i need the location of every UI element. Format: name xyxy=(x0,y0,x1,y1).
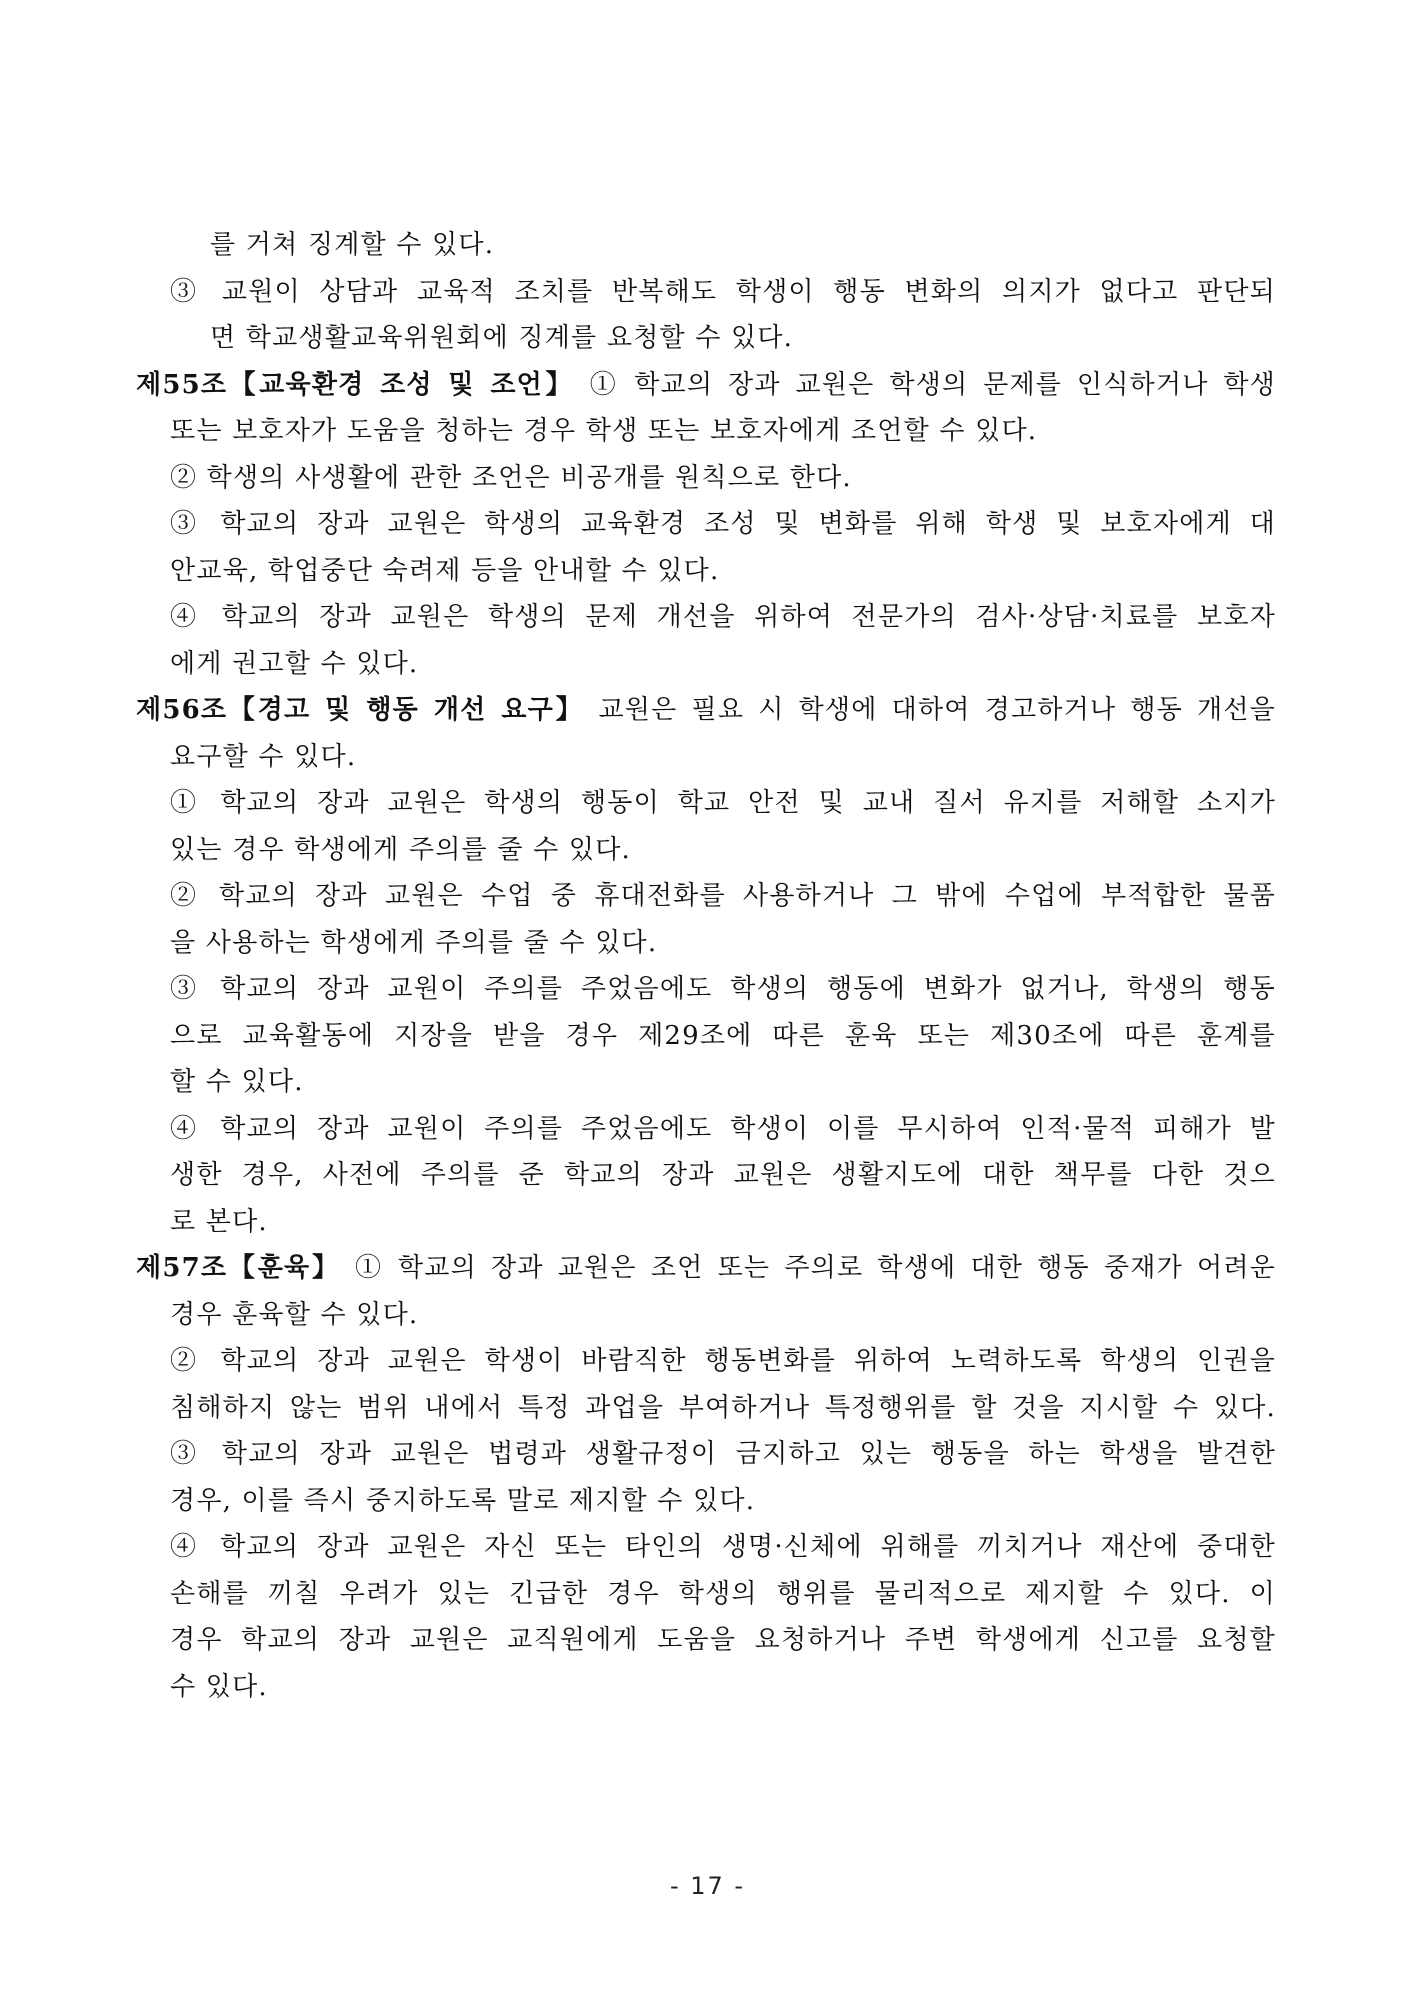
clause-line xyxy=(136,780,1276,827)
line-text: 로 본다. xyxy=(170,1206,268,1237)
line-text: 경우, 이를 즉시 중지하도록 말로 제지할 수 있다. xyxy=(170,1485,756,1516)
text-line xyxy=(136,920,1276,967)
line-text: ① 학교의 장과 교원은 학생의 문제를 인식하거나 학생 xyxy=(589,369,1276,400)
text-line xyxy=(136,222,1276,269)
line-text: ③ 학교의 장과 교원은 학생의 교육환경 조성 및 변화를 위해 학생 및 보호자에게 대 xyxy=(170,509,1276,539)
clause-line xyxy=(136,1106,1276,1153)
line-text: 요구할 수 있다. xyxy=(170,741,357,772)
line-text: ② 학생의 사생활에 관한 조언은 비공개를 원칙으로 한다. xyxy=(170,462,852,493)
clause-line xyxy=(136,1431,1276,1478)
line-text: 손해를 끼칠 우려가 있는 긴급한 경우 학생의 행위를 물리적으로 제지할 수 있다. 이 xyxy=(170,1578,1276,1609)
line-text: ③ 교원이 상담과 교육적 조치를 반복해도 학생이 행동 변화의 의지가 없다고 판단되 xyxy=(170,276,1276,307)
line-text: ③ 학교의 장과 교원은 법령과 생활규정이 금지하고 있는 행동을 하는 학생을 발견한 xyxy=(170,1439,1276,1469)
line-text: 교원은 필요 시 학생에 대하여 경고하거나 행동 개선을 xyxy=(598,695,1276,725)
line-text: ④ 학교의 장과 교원이 주의를 주었음에도 학생이 이를 무시하여 인적·물적 피해가 발 xyxy=(170,1113,1276,1144)
line-text: 침해하지 않는 범위 내에서 특정 과업을 부여하거나 특정행위를 할 것을 지시할 수 있다. xyxy=(170,1392,1276,1423)
article-57-title: 제57조【훈육】 xyxy=(136,1253,341,1283)
text-line xyxy=(136,1571,1276,1618)
line-text: 또는 보호자가 도움을 청하는 경우 학생 또는 보호자에게 조언할 수 있다. xyxy=(170,416,1038,446)
text-line xyxy=(136,1199,1276,1246)
text-line xyxy=(136,548,1276,595)
line-text: 경우 훈육할 수 있다. xyxy=(170,1299,419,1330)
line-text: ① 학교의 장과 교원은 학생의 행동이 학교 안전 및 교내 질서 유지를 저해할 소지가 xyxy=(170,788,1276,818)
page-number: - 17 - xyxy=(669,1872,746,1900)
text-line xyxy=(136,1478,1276,1525)
text-line xyxy=(136,734,1276,781)
line-text: 생한 경우, 사전에 주의를 준 학교의 장과 교원은 생활지도에 대한 책무를 다한 것으 xyxy=(170,1160,1276,1190)
line-text: 에게 권고할 수 있다. xyxy=(170,648,419,679)
clause-line xyxy=(136,594,1276,641)
text-line xyxy=(136,641,1276,688)
clause-line xyxy=(136,873,1276,920)
text-line xyxy=(136,1059,1276,1106)
text-line xyxy=(136,1292,1276,1339)
text-line xyxy=(136,1152,1276,1199)
line-text: ④ 학교의 장과 교원은 학생의 문제 개선을 위하여 전문가의 검사·상담·치료를 보호자 xyxy=(170,602,1276,632)
line-text: ④ 학교의 장과 교원은 자신 또는 타인의 생명·신체에 위해를 끼치거나 재산에 중대한 xyxy=(170,1532,1276,1562)
line-text: ③ 학교의 장과 교원이 주의를 주었음에도 학생의 행동에 변화가 없거나, 학생의 행동 xyxy=(170,974,1276,1004)
clause-line xyxy=(136,269,1276,316)
line-text: 수 있다. xyxy=(170,1671,268,1702)
text-line xyxy=(136,1664,1276,1711)
article-55-heading-line xyxy=(136,362,1276,409)
article-56-title: 제56조【경고 및 행동 개선 요구】 xyxy=(136,695,585,725)
line-text: 으로 교육활동에 지장을 받을 경우 제29조에 따른 훈육 또는 제30조에 따른 훈계를 xyxy=(170,1020,1276,1051)
line-text: 경우 학교의 장과 교원은 교직원에게 도움을 요청하거나 주변 학생에게 신고를 요청할 xyxy=(170,1625,1276,1655)
text-line xyxy=(136,1013,1276,1060)
line-text: 면 학교생활교육위원회에 징계를 요청할 수 있다. xyxy=(210,323,794,353)
article-55-title: 제55조【교육환경 조성 및 조언】 xyxy=(136,369,575,400)
clause-line xyxy=(136,1338,1276,1385)
line-text: 안교육, 학업중단 숙려제 등을 안내할 수 있다. xyxy=(170,555,720,586)
article-56-heading-line xyxy=(136,687,1276,734)
clause-line xyxy=(136,966,1276,1013)
text-line xyxy=(136,315,1276,362)
line-text: 를 거쳐 징계할 수 있다. xyxy=(210,230,495,260)
page-body xyxy=(136,222,1276,1710)
text-line xyxy=(136,408,1276,455)
text-line xyxy=(136,1385,1276,1432)
text-line xyxy=(136,1617,1276,1664)
line-text: 할 수 있다. xyxy=(170,1067,304,1097)
text-line xyxy=(136,827,1276,874)
line-text: ① 학교의 장과 교원은 조언 또는 주의로 학생에 대한 행동 중재가 어려운 xyxy=(355,1253,1277,1283)
clause-line xyxy=(136,1524,1276,1571)
line-text: 있는 경우 학생에게 주의를 줄 수 있다. xyxy=(170,834,631,865)
line-text: ② 학교의 장과 교원은 학생이 바람직한 행동변화를 위하여 노력하도록 학생의 인권을 xyxy=(170,1346,1276,1376)
clause-line xyxy=(136,455,1276,502)
line-text: 을 사용하는 학생에게 주의를 줄 수 있다. xyxy=(170,927,658,958)
clause-line xyxy=(136,501,1276,548)
article-57-heading-line xyxy=(136,1245,1276,1292)
line-text: ② 학교의 장과 교원은 수업 중 휴대전화를 사용하거나 그 밖에 수업에 부적합한 물품 xyxy=(170,881,1276,911)
